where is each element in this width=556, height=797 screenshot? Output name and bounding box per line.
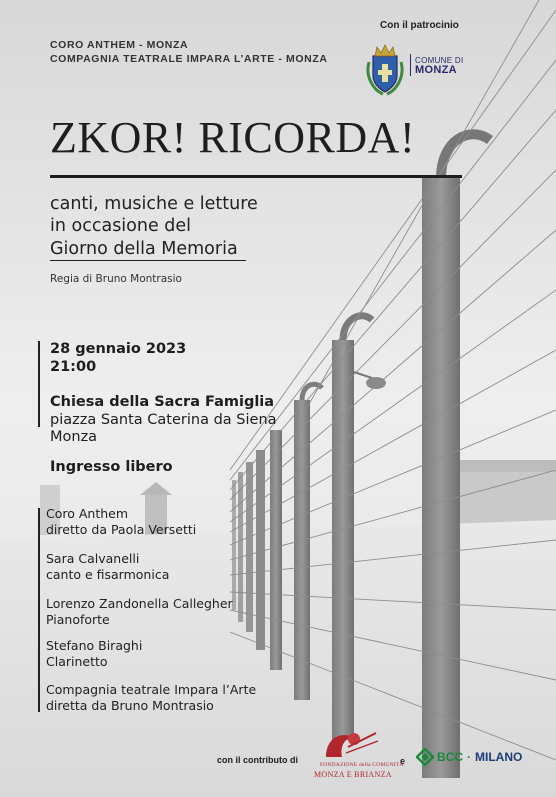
patronage-label: Con il patrocinio bbox=[380, 20, 459, 31]
comune-small-label: COMUNE DI bbox=[415, 56, 464, 65]
performer-name: Sara Calvanelli bbox=[46, 551, 140, 566]
performer-name: Coro Anthem bbox=[46, 506, 129, 521]
bcc-separator: · bbox=[467, 750, 471, 764]
performer-name: Stefano Biraghi bbox=[46, 638, 143, 653]
info-vertical-line bbox=[38, 341, 40, 427]
bcc-label: BCC bbox=[437, 750, 463, 764]
performer-role: diretto da Paola Versetti bbox=[46, 522, 197, 537]
director-note: Regia di Bruno Montrasio bbox=[50, 273, 182, 285]
event-date: 28 gennaio 2023 bbox=[50, 341, 187, 357]
event-time: 21:00 bbox=[50, 359, 97, 375]
performer-role: Clarinetto bbox=[46, 654, 108, 669]
performer-role: Pianoforte bbox=[46, 612, 110, 627]
title-rule bbox=[50, 175, 462, 178]
patronage-divider bbox=[410, 54, 411, 76]
organizer-line-2: COMPAGNIA TEATRALE IMPARA L’ARTE - MONZA bbox=[50, 53, 328, 65]
event-city: Monza bbox=[50, 429, 98, 445]
performer-name: Lorenzo Zandonella Callegher bbox=[46, 596, 233, 611]
sponsor-conjunction: e bbox=[400, 756, 406, 766]
comune-big-label: MONZA bbox=[415, 64, 457, 76]
page-title: ZKOR! RICORDA! bbox=[50, 113, 416, 162]
monza-crest-icon bbox=[365, 42, 405, 98]
fondazione-line-1: FONDAZIONE della COMUNITÀ bbox=[320, 762, 404, 768]
fondazione-logo-icon bbox=[318, 727, 380, 759]
subtitle-line-2: in occasione del bbox=[50, 216, 192, 236]
performer-role: canto e fisarmonica bbox=[46, 567, 170, 582]
cast-vertical-line bbox=[38, 508, 40, 712]
bcc-city-label: MILANO bbox=[475, 750, 523, 764]
performer-role: diretta da Bruno Montrasio bbox=[46, 698, 214, 713]
event-address: piazza Santa Caterina da Siena bbox=[50, 412, 277, 428]
event-venue: Chiesa della Sacra Famiglia bbox=[50, 394, 275, 410]
subtitle-line-1: canti, musiche e letture bbox=[50, 194, 258, 214]
event-entry: Ingresso libero bbox=[50, 459, 173, 475]
subtitle-line-3: Giorno della Memoria bbox=[50, 238, 246, 261]
bcc-logo-icon bbox=[416, 748, 434, 766]
performer-name: Compagnia teatrale Impara l’Arte bbox=[46, 682, 257, 697]
contribution-label: con il contributo di bbox=[217, 755, 298, 765]
fondazione-line-2: MONZA E BRIANZA bbox=[314, 770, 392, 779]
organizer-line-1: CORO ANTHEM - MONZA bbox=[50, 39, 189, 51]
